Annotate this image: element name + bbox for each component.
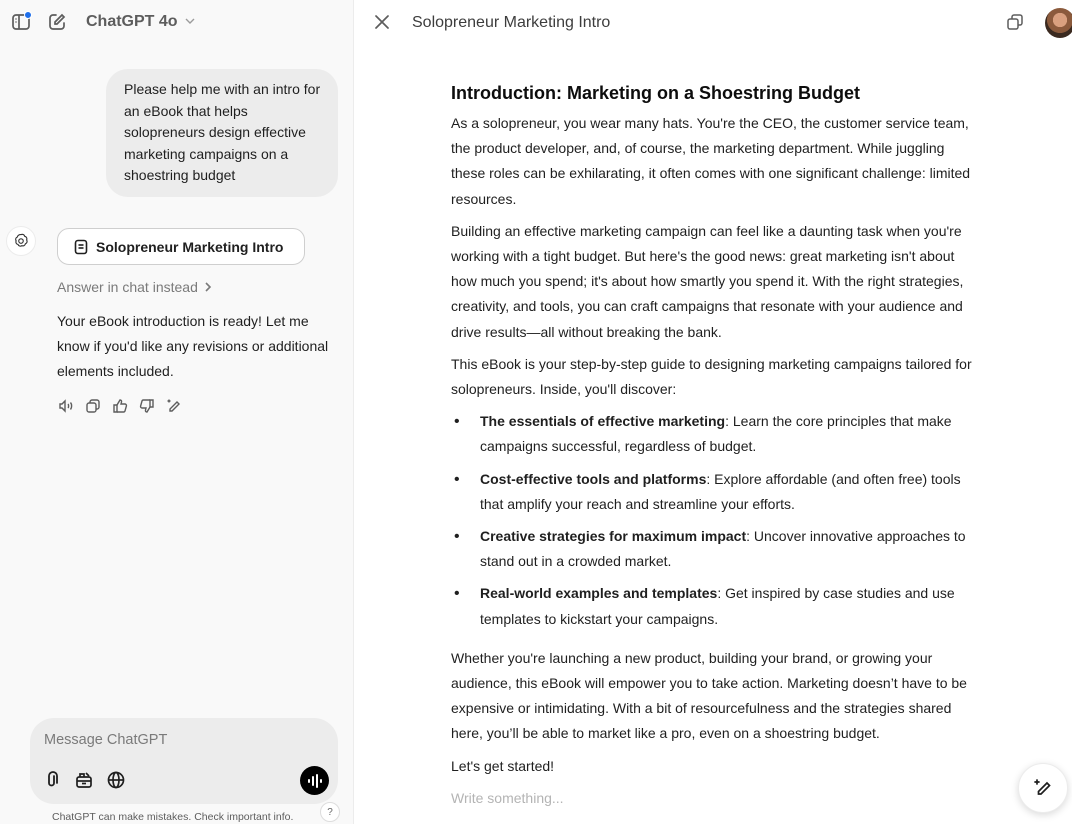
canvas-pane	[354, 0, 1072, 824]
message-actions	[57, 397, 183, 415]
globe-icon	[107, 771, 125, 789]
copy-icon	[1006, 13, 1024, 31]
bullet-item	[451, 524, 981, 574]
canvas-title: Solopreneur Marketing Intro	[412, 14, 611, 31]
sidebar-toggle-button[interactable]	[9, 10, 33, 34]
assistant-message: Your eBook introduction is ready! Let me know if you'd like any revisions or additional elements included.	[57, 313, 329, 379]
voice-mode-button[interactable]	[300, 766, 329, 795]
bullet-item	[451, 581, 981, 631]
composer-tools	[42, 770, 126, 790]
speaker-icon	[58, 398, 74, 414]
edit-icon	[47, 12, 67, 32]
thumbs-down-icon	[139, 398, 155, 414]
attach-button[interactable]	[42, 770, 62, 790]
document-paragraph: Whether you're launching a new product, building your brand, or growing your audience, this eBook will empower you to take action. Marketing doesn’t have to be expensive or intimidating. With a bit of resourcefulness and the strategies shared here, you’ll be able to market like a pro, even on a shoestring budget.	[451, 649, 967, 742]
user-avatar[interactable]	[1045, 8, 1072, 38]
chat-pane	[0, 0, 354, 824]
write-something-placeholder[interactable]: Write something...	[451, 789, 564, 806]
bullet-item	[451, 467, 981, 517]
edit-in-canvas-button[interactable]	[165, 397, 183, 415]
notification-dot	[24, 11, 32, 19]
chat-topbar	[0, 0, 354, 46]
user-message: Please help me with an intro for an eBook that helps solopreneurs design effective marketing campaigns on a shoestring budget	[106, 69, 338, 197]
answer-in-chat-label: Answer in chat instead	[57, 279, 198, 295]
read-aloud-button[interactable]	[57, 397, 75, 415]
suggest-edits-button[interactable]	[1018, 763, 1068, 813]
open-canvas-button[interactable]	[57, 228, 305, 265]
thumbs-down-button[interactable]	[138, 397, 156, 415]
document-bullet-list	[451, 409, 981, 632]
paperclip-icon	[43, 771, 61, 789]
bullet-text: : Get inspired by case studies and use templates to kickstart your campaigns.	[480, 585, 955, 627]
bullet-title: The essentials of effective marketing	[480, 413, 726, 430]
bullet-item	[451, 409, 981, 459]
document-heading: Introduction: Marketing on a Shoestring Budget	[451, 83, 860, 103]
tools-button[interactable]	[74, 770, 94, 790]
canvas-document[interactable]	[451, 80, 981, 818]
answer-in-chat-link[interactable]	[57, 279, 212, 295]
canvas-chip-label: Solopreneur Marketing Intro	[96, 238, 284, 255]
copy-icon	[85, 398, 101, 414]
pencil-sparkle-icon	[1033, 778, 1053, 798]
pencil-sparkle-icon	[166, 398, 182, 414]
thumbs-up-icon	[112, 398, 128, 414]
message-input[interactable]	[44, 728, 314, 752]
close-icon	[374, 14, 390, 30]
bullet-title: Creative strategies for maximum impact	[480, 528, 747, 545]
assistant-avatar	[6, 226, 36, 256]
search-web-button[interactable]	[106, 770, 126, 790]
chevron-right-icon	[204, 281, 212, 293]
openai-logo-icon	[12, 232, 30, 250]
waveform-icon	[307, 774, 323, 788]
document-paragraph: As a solopreneur, you wear many hats. You're the CEO, the customer service team, the product developer, and, of course, the marketing department. While juggling these roles can be exhilarating, it often comes with one significant challenge: limited resources.	[451, 115, 971, 207]
bullet-title: Real-world examples and templates	[480, 585, 718, 602]
close-canvas-button[interactable]	[372, 12, 392, 32]
copy-button[interactable]	[84, 397, 102, 415]
toolbox-icon	[75, 771, 93, 789]
message-composer	[30, 718, 338, 804]
chevron-down-icon	[184, 15, 196, 27]
document-paragraph: Building an effective marketing campaign can feel like a daunting task when you're working with a tight budget. But here's the good news: great marketing isn't about how much you spend; it's about how smartly you spend it. With the right strategies, creativity, and tools, you can craft campaigns that resonate with your audience and drive results—all without breaking the bank.	[451, 222, 964, 340]
document-icon	[74, 239, 88, 255]
bullet-title: Cost-effective tools and platforms	[480, 470, 707, 487]
bullet-text: : Learn the core principles that make campaigns successful, regardless of budget.	[480, 413, 952, 455]
model-name: ChatGPT 4o	[86, 13, 178, 30]
help-button[interactable]: ?	[320, 802, 340, 822]
document-paragraph: This eBook is your step-by-step guide to designing marketing campaigns tailored for solopreneurs. Inside, you'll discover:	[451, 355, 972, 398]
copy-document-button[interactable]	[1005, 12, 1025, 32]
disclaimer-text: ChatGPT can make mistakes. Check important info.	[52, 811, 294, 823]
bullet-text: : Uncover innovative approaches to stand out in a crowded market.	[480, 528, 966, 570]
model-selector[interactable]	[86, 13, 196, 31]
document-paragraph: Let's get started!	[451, 757, 555, 774]
thumbs-up-button[interactable]	[111, 397, 129, 415]
bullet-text: : Explore affordable (and often free) tools that amplify your reach and streamline your efforts.	[480, 470, 961, 512]
new-chat-button[interactable]	[45, 10, 69, 34]
